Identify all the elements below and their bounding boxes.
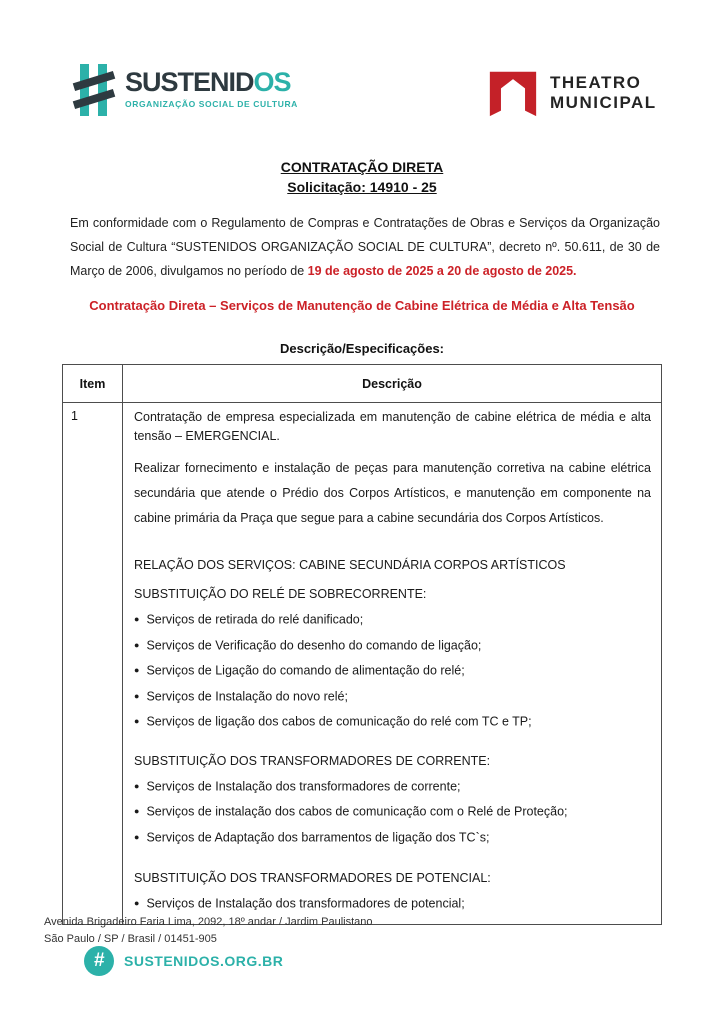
list-item: ● Serviços de ligação dos cabos de comunicação do relé com TC e TP;	[134, 709, 651, 735]
list-item: ● Serviços de retirada do relé danificado;	[134, 607, 651, 633]
section1-subtitle: SUBSTITUIÇÃO DO RELÉ DE SOBRECORRENTE:	[134, 587, 427, 601]
table-header-description: Descrição	[123, 365, 661, 403]
list-item: ● Serviços de Instalação dos transformadores de corrente;	[134, 774, 651, 800]
intro-paragraph	[70, 211, 660, 283]
document-title	[0, 157, 724, 197]
list-item: ● Serviços de instalação dos cabos de comunicação com o Relé de Proteção;	[134, 799, 651, 825]
sustenidos-tagline: ORGANIZAÇÃO SOCIAL DE CULTURA	[125, 99, 298, 109]
spec-section-label: Descrição/Especificações:	[279, 341, 445, 356]
intro-text: Em conformidade com o Regulamento de Compras e Contratações de Obras e Serviços da Organização Social de Cultura “SUSTENIDOS ORGANIZAÇÃO SOCIAL DE CULTURA”, decreto nº. 50.611, de 30 de Março de 2006, divulgamos no período de	[70, 216, 660, 278]
table-header-item: Item	[63, 365, 123, 403]
theatro-municipal-logo	[488, 68, 657, 118]
sustenidos-logo-text	[125, 62, 298, 109]
subject-heading: Contratação Direta – Serviços de Manutenção de Cabine Elétrica de Média e Alta Tensão	[89, 298, 635, 313]
theatro-logo-text	[550, 73, 657, 113]
section3-subtitle: SUBSTITUIÇÃO DOS TRANSFORMADORES DE POTENCIAL:	[134, 871, 491, 885]
footer-logo	[84, 946, 283, 976]
theatro-line2: MUNICIPAL	[550, 93, 657, 112]
title-line1: CONTRATAÇÃO DIRETA	[280, 159, 444, 175]
section2-subtitle: SUBSTITUIÇÃO DOS TRANSFORMADORES DE CORRENTE:	[134, 753, 491, 768]
footer-website: SUSTENIDOS.ORG.BR	[124, 953, 284, 969]
description-paragraph-1: Contratação de empresa especializada em manutenção de cabine elétrica de média e alta tensão – EMERGENCIAL.	[134, 410, 651, 443]
list-item: ● Serviços de Instalação dos transformadores de potencial;	[134, 891, 651, 917]
sustenidos-name-dark: SUSTENID	[125, 67, 254, 97]
arch-icon	[488, 68, 538, 118]
sustenidos-logo	[75, 62, 298, 120]
table-cell-item-number: 1	[63, 403, 123, 924]
services-list-title: RELAÇÃO DOS SERVIÇOS: CABINE SECUNDÁRIA CORPOS ARTÍSTICOS	[134, 558, 566, 572]
theatro-line1: THEATRO	[550, 73, 642, 92]
title-line2: Solicitação: 14910 - 25	[287, 179, 437, 195]
footer-address-line1: Avenida Brigadeiro Faria Lima, 2092, 18º andar / Jardim Paulistano	[44, 916, 373, 928]
intro-date-range: 19 de agosto de 2025 a 20 de agosto de 2025.	[307, 264, 577, 278]
list-item: ● Serviços de Instalação do novo relé;	[134, 684, 651, 710]
spec-table	[62, 364, 662, 925]
description-paragraph-2: Realizar fornecimento e instalação de peças para manutenção corretiva na cabine elétrica secundária que atende o Prédio dos Corpos Artísticos, e manutenção em componente na cabine primária da Praça que segue para a cabine secundária dos Corpos Artísticos.	[134, 461, 651, 525]
hash-icon	[75, 62, 115, 120]
sustenidos-name-teal: OS	[253, 67, 291, 97]
list-item: ● Serviços de Verificação do desenho do comando de ligação;	[134, 633, 651, 659]
hash-circle-icon: #	[84, 946, 114, 976]
table-cell-description	[123, 403, 661, 924]
footer-address-line2: São Paulo / SP / Brasil / 01451-905	[44, 933, 217, 945]
list-item: ● Serviços de Adaptação dos barramentos de ligação dos TC`s;	[134, 825, 651, 851]
list-item: ● Serviços de Ligação do comando de alimentação do relé;	[134, 658, 651, 684]
